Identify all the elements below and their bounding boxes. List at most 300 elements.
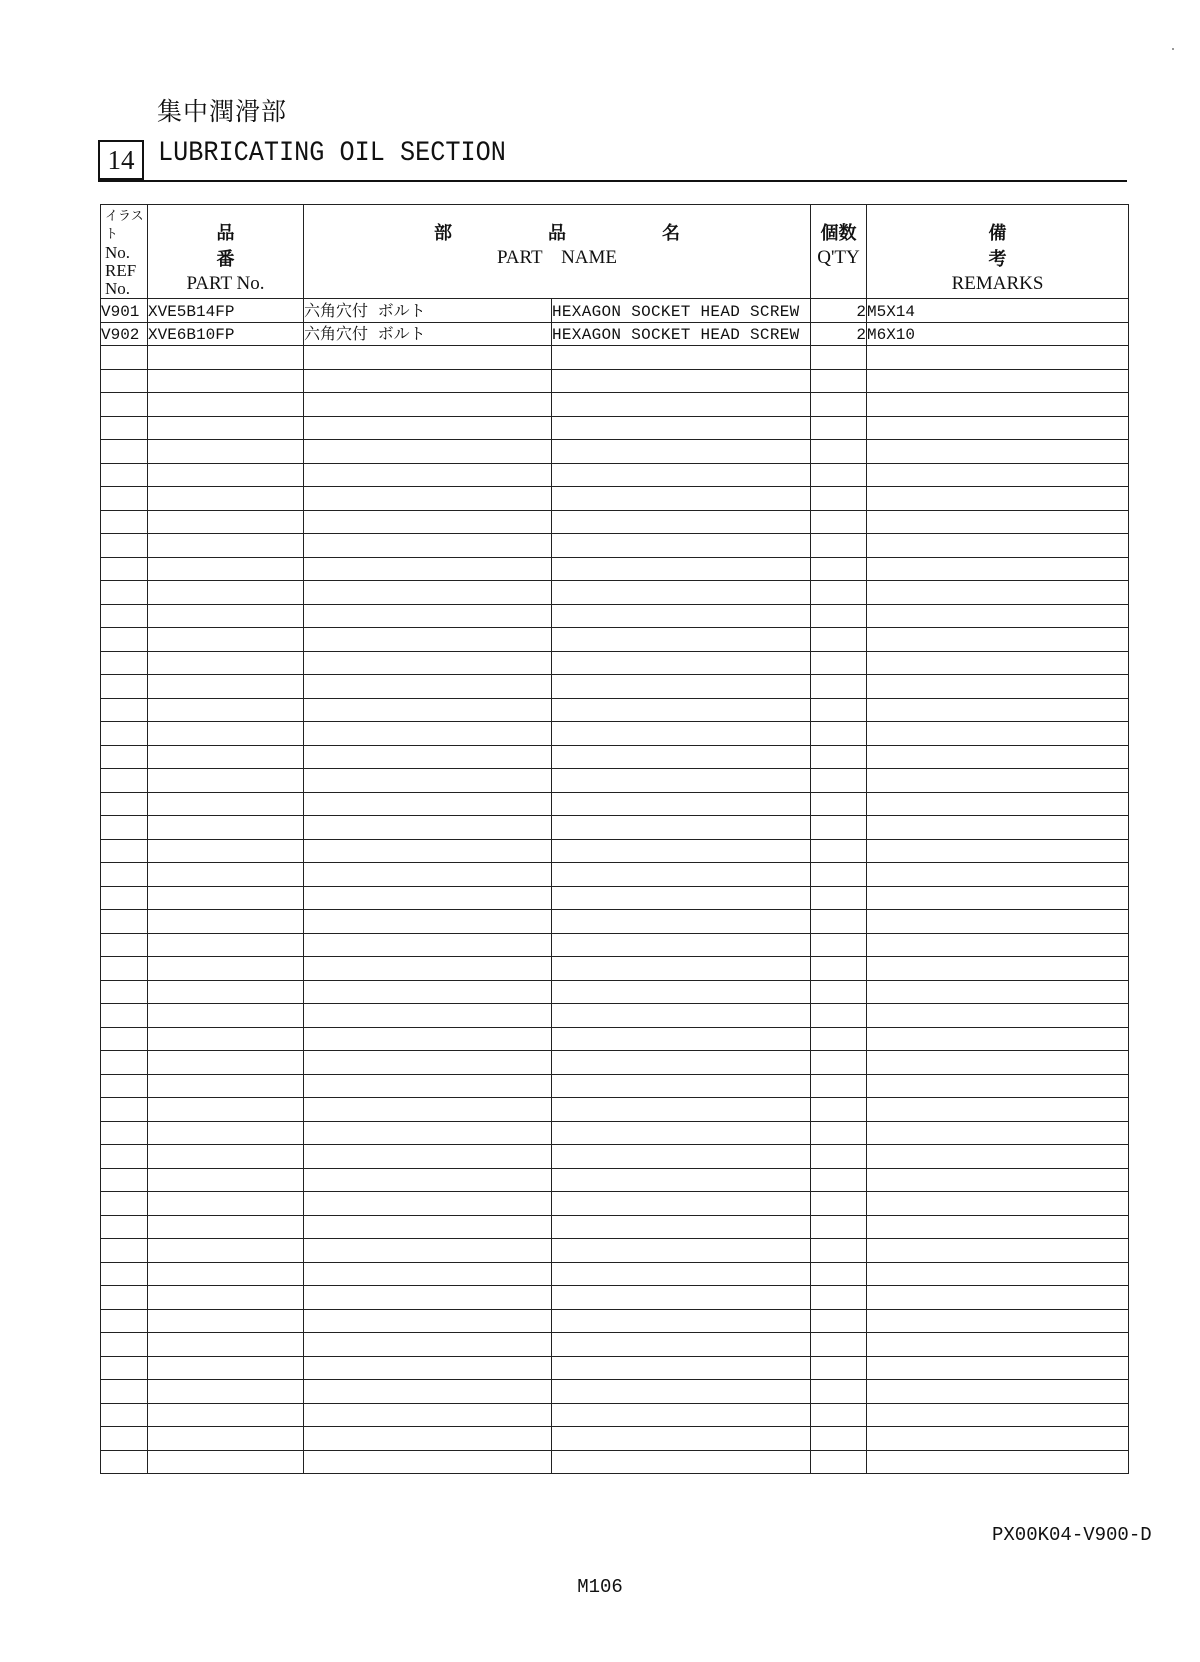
empty-cell [304,1403,552,1427]
empty-cell [148,980,304,1004]
empty-cell [148,1403,304,1427]
empty-cell [148,369,304,393]
empty-cell [867,604,1129,628]
empty-table-row [101,839,1129,863]
empty-cell [811,1051,867,1075]
empty-cell [304,534,552,558]
empty-cell [552,651,811,675]
empty-table-row [101,792,1129,816]
empty-cell [867,910,1129,934]
header-part-no [148,205,304,299]
empty-cell [304,698,552,722]
empty-table-row [101,510,1129,534]
empty-cell [811,1145,867,1169]
parts-table-body [101,299,1129,1474]
empty-table-row [101,440,1129,464]
empty-cell [811,1168,867,1192]
header-part-no-jp: 品番 [216,223,275,270]
empty-cell [552,886,811,910]
empty-cell [304,581,552,605]
empty-cell [811,510,867,534]
empty-cell [148,1333,304,1357]
empty-table-row [101,1309,1129,1333]
empty-cell [101,863,148,887]
empty-cell [552,1380,811,1404]
empty-table-row [101,910,1129,934]
empty-table-row [101,886,1129,910]
header-part-name [304,205,811,299]
empty-cell [867,1098,1129,1122]
empty-table-row [101,346,1129,370]
header-qty-jp: 個数 [820,223,857,244]
empty-cell [304,651,552,675]
empty-cell [101,651,148,675]
empty-cell [148,487,304,511]
empty-cell [811,604,867,628]
empty-cell [148,839,304,863]
empty-cell [304,1262,552,1286]
header-ref-jp: イラスト [105,209,144,242]
empty-cell [101,1215,148,1239]
empty-cell [101,628,148,652]
empty-table-row [101,651,1129,675]
empty-cell [811,1333,867,1357]
empty-cell [811,1450,867,1474]
empty-cell [101,1403,148,1427]
empty-cell [101,675,148,699]
empty-cell [867,1192,1129,1216]
empty-cell [101,1145,148,1169]
empty-table-row [101,628,1129,652]
empty-cell [304,1380,552,1404]
empty-cell [811,628,867,652]
empty-table-row [101,369,1129,393]
empty-cell [811,698,867,722]
parts-table [100,204,1129,1474]
cell-remarks: M5X14 [867,299,1129,323]
empty-cell [304,1004,552,1028]
empty-cell [304,557,552,581]
empty-cell [811,651,867,675]
empty-cell [101,816,148,840]
header-remarks [867,205,1129,299]
header-ref-no2-label: No. [105,279,131,298]
empty-cell [304,604,552,628]
empty-cell [101,1356,148,1380]
empty-table-row [101,416,1129,440]
empty-cell [552,416,811,440]
empty-cell [867,1286,1129,1310]
empty-cell [148,957,304,981]
empty-cell [867,792,1129,816]
empty-cell [304,1121,552,1145]
empty-cell [101,698,148,722]
empty-cell [148,1145,304,1169]
empty-cell [101,957,148,981]
empty-cell [811,863,867,887]
empty-table-row [101,1403,1129,1427]
empty-cell [811,1098,867,1122]
empty-cell [304,1309,552,1333]
empty-cell [867,1262,1129,1286]
empty-table-row [101,604,1129,628]
empty-cell [148,1427,304,1451]
empty-cell [867,933,1129,957]
empty-cell [552,1027,811,1051]
empty-table-row [101,1051,1129,1075]
table-row [101,299,1129,323]
empty-cell [811,534,867,558]
empty-cell [552,1356,811,1380]
empty-table-row [101,980,1129,1004]
empty-cell [867,463,1129,487]
empty-cell [552,1121,811,1145]
header-ref-no [101,205,148,299]
empty-table-row [101,1074,1129,1098]
empty-cell [148,698,304,722]
empty-cell [101,933,148,957]
empty-cell [304,1215,552,1239]
empty-cell [148,1309,304,1333]
empty-cell [811,1215,867,1239]
empty-cell [148,816,304,840]
empty-cell [552,393,811,417]
empty-cell [811,1192,867,1216]
empty-cell [304,628,552,652]
empty-cell [101,487,148,511]
empty-cell [101,1427,148,1451]
empty-cell [867,346,1129,370]
empty-table-row [101,816,1129,840]
empty-cell [552,910,811,934]
empty-cell [811,792,867,816]
empty-table-row [101,1168,1129,1192]
cell-part-name-jp: 六角穴付 ボルト [304,299,552,323]
empty-cell [552,792,811,816]
empty-cell [148,604,304,628]
empty-cell [811,463,867,487]
empty-table-row [101,1262,1129,1286]
empty-cell [811,745,867,769]
empty-cell [304,1098,552,1122]
empty-cell [811,557,867,581]
empty-cell [867,722,1129,746]
empty-table-row [101,1356,1129,1380]
empty-cell [867,1333,1129,1357]
empty-cell [867,675,1129,699]
title-underline [98,180,1127,182]
empty-cell [304,769,552,793]
empty-cell [101,1098,148,1122]
empty-cell [867,1380,1129,1404]
empty-cell [552,1333,811,1357]
empty-cell [552,863,811,887]
empty-cell [811,1380,867,1404]
header-remarks-jp: 備考 [988,223,1087,270]
header-remarks-en: REMARKS [951,273,1044,294]
empty-cell [867,581,1129,605]
empty-cell [304,980,552,1004]
empty-cell [552,1309,811,1333]
empty-cell [552,698,811,722]
empty-cell [867,1239,1129,1263]
empty-cell [811,980,867,1004]
empty-table-row [101,1004,1129,1028]
empty-cell [867,440,1129,464]
empty-cell [867,487,1129,511]
table-row [101,322,1129,346]
empty-cell [101,1450,148,1474]
empty-cell [304,1450,552,1474]
empty-cell [552,1168,811,1192]
empty-cell [101,346,148,370]
empty-cell [811,675,867,699]
empty-cell [552,675,811,699]
empty-cell [148,910,304,934]
empty-cell [552,510,811,534]
empty-cell [867,628,1129,652]
empty-cell [811,886,867,910]
empty-cell [101,1239,148,1263]
empty-table-row [101,463,1129,487]
empty-cell [867,745,1129,769]
empty-cell [148,1168,304,1192]
empty-cell [148,769,304,793]
section-title-japanese: 集中潤滑部 [157,97,288,126]
empty-table-row [101,745,1129,769]
cell-ref: V902 [101,322,148,346]
empty-cell [148,651,304,675]
empty-cell [552,1450,811,1474]
empty-cell [101,722,148,746]
empty-cell [552,980,811,1004]
empty-table-row [101,581,1129,605]
empty-cell [101,769,148,793]
empty-cell [101,1168,148,1192]
empty-cell [101,980,148,1004]
empty-table-row [101,698,1129,722]
empty-cell [304,1286,552,1310]
empty-cell [867,698,1129,722]
empty-cell [304,1074,552,1098]
empty-cell [101,1380,148,1404]
empty-cell [552,487,811,511]
empty-cell [148,1192,304,1216]
header-ref-no-label: No. [105,243,131,262]
empty-cell [148,557,304,581]
empty-cell [148,1051,304,1075]
empty-cell [304,933,552,957]
empty-table-row [101,1239,1129,1263]
empty-cell [304,393,552,417]
empty-table-row [101,1098,1129,1122]
empty-cell [101,910,148,934]
empty-cell [867,557,1129,581]
empty-cell [304,1168,552,1192]
empty-table-row [101,487,1129,511]
empty-cell [304,487,552,511]
empty-cell [101,1027,148,1051]
empty-cell [304,346,552,370]
empty-cell [811,1004,867,1028]
empty-cell [552,957,811,981]
empty-table-row [101,1450,1129,1474]
empty-cell [148,1215,304,1239]
empty-table-row [101,769,1129,793]
empty-cell [101,1051,148,1075]
empty-table-row [101,675,1129,699]
empty-cell [101,1333,148,1357]
empty-cell [148,628,304,652]
empty-cell [811,416,867,440]
empty-cell [101,510,148,534]
section-number-box: 14 [98,140,144,180]
empty-cell [811,1309,867,1333]
empty-cell [304,839,552,863]
empty-table-row [101,1027,1129,1051]
empty-cell [811,957,867,981]
empty-table-row [101,957,1129,981]
empty-cell [867,1027,1129,1051]
empty-cell [867,769,1129,793]
header-qty-en: Q'TY [817,247,860,268]
empty-cell [304,957,552,981]
page-number: M106 [577,1576,623,1598]
empty-cell [101,416,148,440]
empty-cell [148,1286,304,1310]
empty-cell [867,957,1129,981]
empty-table-row [101,557,1129,581]
cell-remarks: M6X10 [867,322,1129,346]
empty-cell [811,346,867,370]
cell-part-name-en: HEXAGON SOCKET HEAD SCREW [552,299,811,323]
cell-qty: 2 [811,299,867,323]
empty-cell [148,1239,304,1263]
empty-table-row [101,1192,1129,1216]
empty-cell [148,416,304,440]
empty-cell [101,1262,148,1286]
header-part-name-en: PART NAME [496,247,618,268]
empty-cell [101,440,148,464]
empty-cell [304,440,552,464]
empty-cell [552,463,811,487]
empty-cell [811,440,867,464]
empty-cell [811,1286,867,1310]
empty-cell [304,792,552,816]
empty-cell [811,1121,867,1145]
empty-cell [304,369,552,393]
empty-cell [101,1074,148,1098]
empty-cell [867,816,1129,840]
empty-cell [811,1356,867,1380]
empty-cell [148,1074,304,1098]
empty-table-row [101,1333,1129,1357]
empty-cell [811,1403,867,1427]
empty-table-row [101,1380,1129,1404]
empty-cell [148,393,304,417]
scan-speck [1172,48,1174,50]
document-code: PX00K04-V900-D [992,1524,1152,1546]
empty-cell [101,1192,148,1216]
empty-cell [101,534,148,558]
empty-cell [811,1239,867,1263]
empty-cell [552,369,811,393]
empty-cell [304,863,552,887]
empty-cell [148,863,304,887]
empty-cell [148,745,304,769]
header-part-no-en: PART No. [186,273,265,294]
empty-cell [552,1286,811,1310]
empty-cell [101,839,148,863]
empty-cell [148,1262,304,1286]
empty-cell [148,675,304,699]
empty-cell [101,792,148,816]
empty-cell [552,745,811,769]
empty-cell [304,722,552,746]
empty-cell [304,1145,552,1169]
empty-cell [304,1027,552,1051]
empty-cell [552,1145,811,1169]
header-part-name-jp-2: 品 [548,223,566,244]
empty-table-row [101,863,1129,887]
empty-cell [867,534,1129,558]
empty-table-row [101,1121,1129,1145]
empty-cell [811,369,867,393]
empty-cell [101,886,148,910]
empty-cell [101,745,148,769]
empty-cell [304,1333,552,1357]
empty-cell [811,769,867,793]
empty-cell [867,1403,1129,1427]
empty-cell [867,369,1129,393]
empty-cell [148,463,304,487]
empty-table-row [101,933,1129,957]
cell-qty: 2 [811,322,867,346]
empty-cell [304,463,552,487]
empty-cell [811,393,867,417]
empty-cell [304,886,552,910]
empty-table-row [101,534,1129,558]
empty-cell [552,346,811,370]
empty-cell [552,816,811,840]
empty-table-row [101,1215,1129,1239]
empty-cell [867,863,1129,887]
empty-cell [148,1027,304,1051]
empty-cell [867,416,1129,440]
empty-cell [148,581,304,605]
empty-cell [552,604,811,628]
cell-part-name-en: HEXAGON SOCKET HEAD SCREW [552,322,811,346]
empty-cell [101,557,148,581]
header-part-name-jp-3: 名 [662,223,680,244]
empty-cell [552,1215,811,1239]
empty-cell [552,534,811,558]
empty-cell [552,1262,811,1286]
empty-cell [148,1121,304,1145]
empty-cell [148,534,304,558]
empty-cell [148,1380,304,1404]
empty-cell [148,886,304,910]
empty-cell [148,722,304,746]
empty-table-row [101,1286,1129,1310]
empty-cell [867,393,1129,417]
empty-cell [101,369,148,393]
empty-cell [552,1403,811,1427]
empty-table-row [101,1427,1129,1451]
empty-cell [552,581,811,605]
cell-part-no: XVE6B10FP [148,322,304,346]
empty-cell [148,1450,304,1474]
